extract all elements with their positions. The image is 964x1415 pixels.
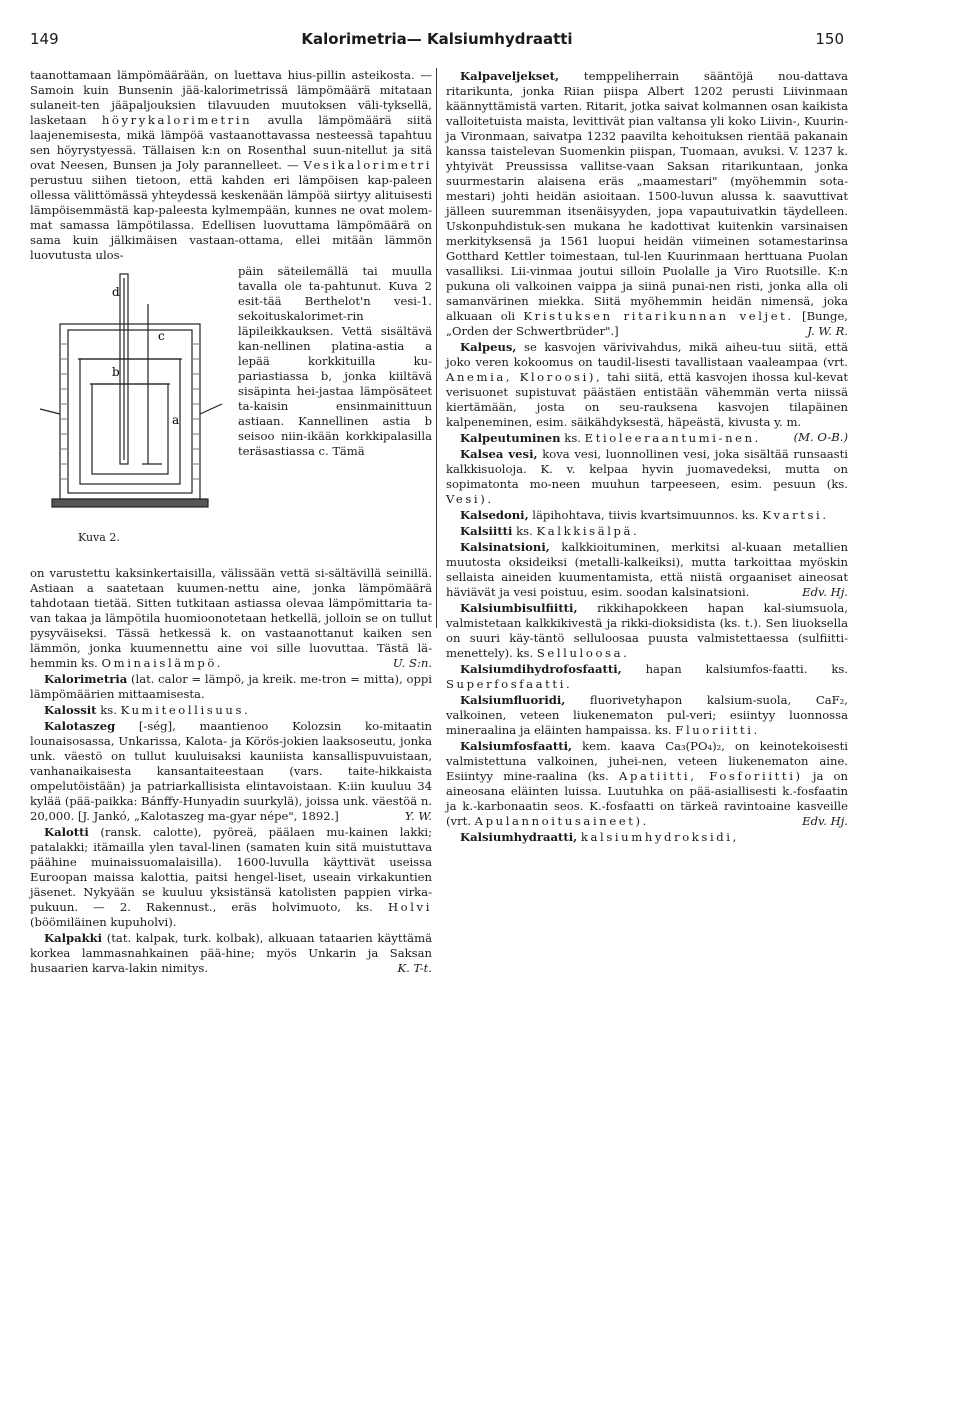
page-title: Kalorimetria— Kalsiumhydraatti — [301, 30, 573, 48]
entry-kalotti: Kalotti (ransk. calotte), pyöreä, päälaen mu-kainen lakki; patalakki; itämailla ylen taval-linen (samaten kuin sitä muistuttava päähine muinaissuomalaisilla). 1600-luvulla käyttivät useissa Euroopan maissa kalottia, paitsi hengel-liset, useain virkakuntien jäsenet. Nykyään se kuuluu yksistänsä katolisten pappien virka-pukuun. — 2. Rakennust., eräs holvimuoto, ks. Holvi (böömiläinen kupuholvi). — [30, 825, 433, 929]
entry-kalorimetria: Kalorimetria (lat. calor = lämpö, ja kreik. me-tron = mitta), oppi lämpömäärien mittaamisesta. — [30, 672, 432, 701]
calorimeter-diagram — [30, 264, 230, 524]
entry-kalsinatsioni: Kalsinatsioni, kalkkioituminen, merkitsi al-kuaan metallien muutosta oksideiksi (metalli-kalkeiksi), mutta tarkoittaa myöskin sellaista aineiden kuumentamista, että niistä orgaaniset aineosat häviävät ja vesi poistuu, esim. soodan kalsinatsioni. Edv. Hj. — [446, 540, 848, 599]
label-d: d — [112, 285, 120, 299]
calorimeter-figure — [30, 264, 230, 566]
entry-kalsedoni: Kalsedoni, läpihohtava, tiivis kvartsimuunnos. ks. Kvartsi. — [460, 508, 829, 522]
outer-vessel-c — [60, 324, 200, 499]
column-rule — [436, 68, 437, 628]
label-c: c — [158, 329, 165, 343]
paragraph: taanottamaan lämpömäärään, on luettava hius-pillin asteikosta. — Samoin kuin Bunsenin jää-kalorimetrissä lämpömäärä mitataan sulaneit-ten jääpaljouksien tilavuuden muutoksen väli-tyksellä, lasketaan höyrykalorimetrin avulla lämpömäärä siitä laajenemisesta, mikä lämpöä vastaanottavassa nesteessä tapahtuu sen höyrystyessä. Tällaisen k:n on Rosenthal suun-nitellut ja sitä ovat Neesen, Bunsen ja Joly parannelleet. — Vesikalorimetri perustuu siihen tietoon, että kahden eri lämpöisen kap-paleen ollessa välittömässä yhteydessä keskenään lämpöä siirtyy alituisesti lämpöisemmästä kap-paleesta kylmempään, kunnes ne ovat molem-mat samassa lämpötilassa. Edellisen luovuttama lämpömäärä on sama kuin jälkimäisen vastaan-ottama, ellei mitään lämmön luovutusta ulos- — [30, 68, 433, 262]
figure-side-text: päin säteilemällä tai muulla tavalla ole ta-pahtunut. Kuva 2 esit-tää Berthelot'n vesi-1. sekoituskalorimet-rin läpileikkauksen. Vettä sisältävä kan-nellinen platina-astia a lepää korkkituilla ku-pariastiassa b, jonka kiiltävä sisäpinta hei-jastaa lämpösäteet ta-kaisin ensinmainittuun astiaan. Kannellinen astia b seisoo niin-ikään korkkipalasilla teräsastiassa c. Tämä — [238, 264, 432, 458]
page-number-left: 149 — [30, 30, 59, 48]
entry-kalsea-vesi: Kalsea vesi, kova vesi, luonnollinen vesi, joka sisältää runsaasti kalkkisuoloja. K. v. kelpaa hyvin juomavedeksi, mutta on sopimatonta mo-neen muuhun tarpeeseen, esim. pesuun (ks. Vesi). — [446, 447, 848, 506]
entry-kalpeutuminen: Kalpeutuminen ks. Etioleeraantumi-nen. — [460, 431, 761, 445]
page-number-right: 150 — [815, 30, 844, 48]
right-column — [446, 68, 848, 845]
entry-kalsiumhydraatti: Kalsiumhydraatti, kalsiumhydroksidi, — [460, 830, 739, 844]
entry-kalsiitti: Kalsiitti ks. Kalkkisälpä. — [460, 524, 640, 538]
platinum-vessel-a — [92, 384, 168, 474]
entry-kalotaszeg: Kalotaszeg [-ség], maantienoo Kolozsin ko-mitaatin lounaisosassa, Unkarissa, Kalota- ja Körös-jokien laaksoseutu, jonka unk. väestö on tullut kuuluisaksi kauniista kansallispuvuistaan, vanhanaikaisesta kansantaiteestaan (vars. taite-hikkaista ompelutöistään) ja patriarkallisista elintavoistaan. K:iin kuuluu 34 kylää (pää-paikka: Bánffy-Hunyadin suurkylä), joissa unk. väestöä n. 20,000. [J. Jankó, „Kalotaszeg ma-gyar népe", 1892.] Y. W. — [30, 719, 432, 823]
label-b: b — [112, 365, 120, 379]
paragraph: on varustettu kaksinkertaisilla, välissään vettä si-sältävillä seinillä. Astiaan a saatetaan kuumen-nettu aine, jonka lämpömäärä tahdotaan tietää. Sitten tutkitaan astiassa olevaa lämpömittaria ta-van takaa ja lämpötila huomioonotetaan hetkellä, jolloin se on tullut pysyväiseksi. Tässä hetkessä k. on vastaanottanut kaiken sen lämmön, jonka kuumennettu aine voi sille luovuttaa. Tästä lä-hemmin ks. Ominaislämpö. U. S:n. — [30, 566, 432, 670]
entry-kalsiumdihydrofosfaatti: Kalsiumdihydrofosfaatti, hapan kalsiumfos-faatti. ks. Superfosfaatti. — [446, 662, 848, 691]
entry-kalsiumfosfaatti: Kalsiumfosfaatti, kem. kaava Ca₃(PO₄)₂, on keinotekoisesti valmistettuna valkoinen, juhei-nen, veteen liukenematon aine. Esiintyy mine-raalina (ks. Apatiitti, Fosforiitti) ja on aineosana eläinten luissa. Luutuhka on pää-asiallisesti k.-fosfaatin ja k.-karbonaatin seos. K.-fosfaatti on tärkeä ravintoaine kasveille (vrt. Apulannoitusaineet). Edv. Hj. — [446, 739, 849, 828]
entry-kalpakki: Kalpakki (tat. kalpak, turk. kolbak), alkuaan tataarien käyttämä korkea lammasnahkainen pää-hine; myös Unkarin ja Saksan husaarien karva-lakin nimitys. K. T-t. — [30, 931, 432, 975]
figure-block — [30, 264, 432, 566]
entry-kalpeus: Kalpeus, se kasvojen värivivahdus, mikä aiheu-tuu siitä, että joko veren kokoomus on taudil-lisesti tavallistaan vaaleampaa (vrt. Anemia, Kloroosi), tahi siitä, että kasvojen ihossa kul-kevat verisuonet supistuvat päästäen entistään vähemmän verta niissä kiertämään, josta on seu-rauksena kasvojen tilapäinen kalpeneminen, esim. säikähdyksestä, häpeästä, kivusta y. m. (M. O-B.) — [446, 340, 849, 444]
figure-caption: Kuva 2. — [78, 531, 120, 544]
entry-kalsiumbisulfiitti: Kalsiumbisulfiitti, rikkihapokkeen hapan kal-siumsuola, valmistetaan kalkkikivestä ja rikki-dioksidista (ks. t.). Sen liuoksella on suuri käy-täntö selluloosaa puusta valmistettaessa (sulfiitti-menettely). ks. Selluloosa. — [446, 601, 848, 660]
entry-kalsiumfluoridi: Kalsiumfluoridi, fluorivetyhapon kalsium-suola, CaF₂, valkoinen, veteen liukenematon pul-veri; esiintyy luonnossa mineraalina ja eläinten hampaissa. ks. Fluoriitti. — [446, 693, 848, 737]
entry-kalpaveljekset: Kalpaveljekset, temppeliherrain sääntöjä nou-dattava ritarikunta, jonka Riian piispa Albert 1202 perusti Liivinmaan käännyttämistä varten. Ritarit, jotka saivat kolmannen osan kaikista valloitetuista maista, levittivät pian valtansa yli koko Liivin-, Kuurin- ja Vironmaan, saivatpa 1232 paavilta kehoituksen rientää pakanain kanssa taistelevan Suomenkin piispan, Tuomaan, avuksi. V. 1237 k. yhtyivät Preussissa vallitse-vaan Saksan ritarikuntaan, jonka suurmestarin alaisena eräs „maamestari" (myöhemmin sota-mestari) johti heidän asioitaan. 1500-luvun alussa k. saavuttivat jälleen suuremman itsenäisyyden, jopa vapautuivatkin täydelleen. Uskonpuhdistuk-sen mukana he kadottivat kuitenkin varsinaisen merkityksensä ja 1561 luopui heidän viimeinen sotamestarinsa Gotthard Kettler toimestaan, tul-len Kuurinmaan herttuana Puolan vasalliksi. Lii-vinmaa joutui silloin Puolalle ja Viro Ruotsille. K:n pukuna oli valkoinen vaippa ja siinä punai-nen risti, jonka alla oli samanvärinen miekka. Siitä myöhemmin heidän nimensä, joka alkuaan oli Kristuksen ritarikunnan veljet. [Bunge, „Orden der Schwertbrüder".] J. W. R. — [446, 69, 849, 338]
label-a: a — [172, 413, 180, 427]
running-header — [30, 30, 844, 54]
left-column — [30, 68, 432, 976]
copper-vessel-b — [80, 359, 180, 484]
entry-kalossit: Kalossit ks. Kumiteollisuus. — [44, 703, 251, 717]
